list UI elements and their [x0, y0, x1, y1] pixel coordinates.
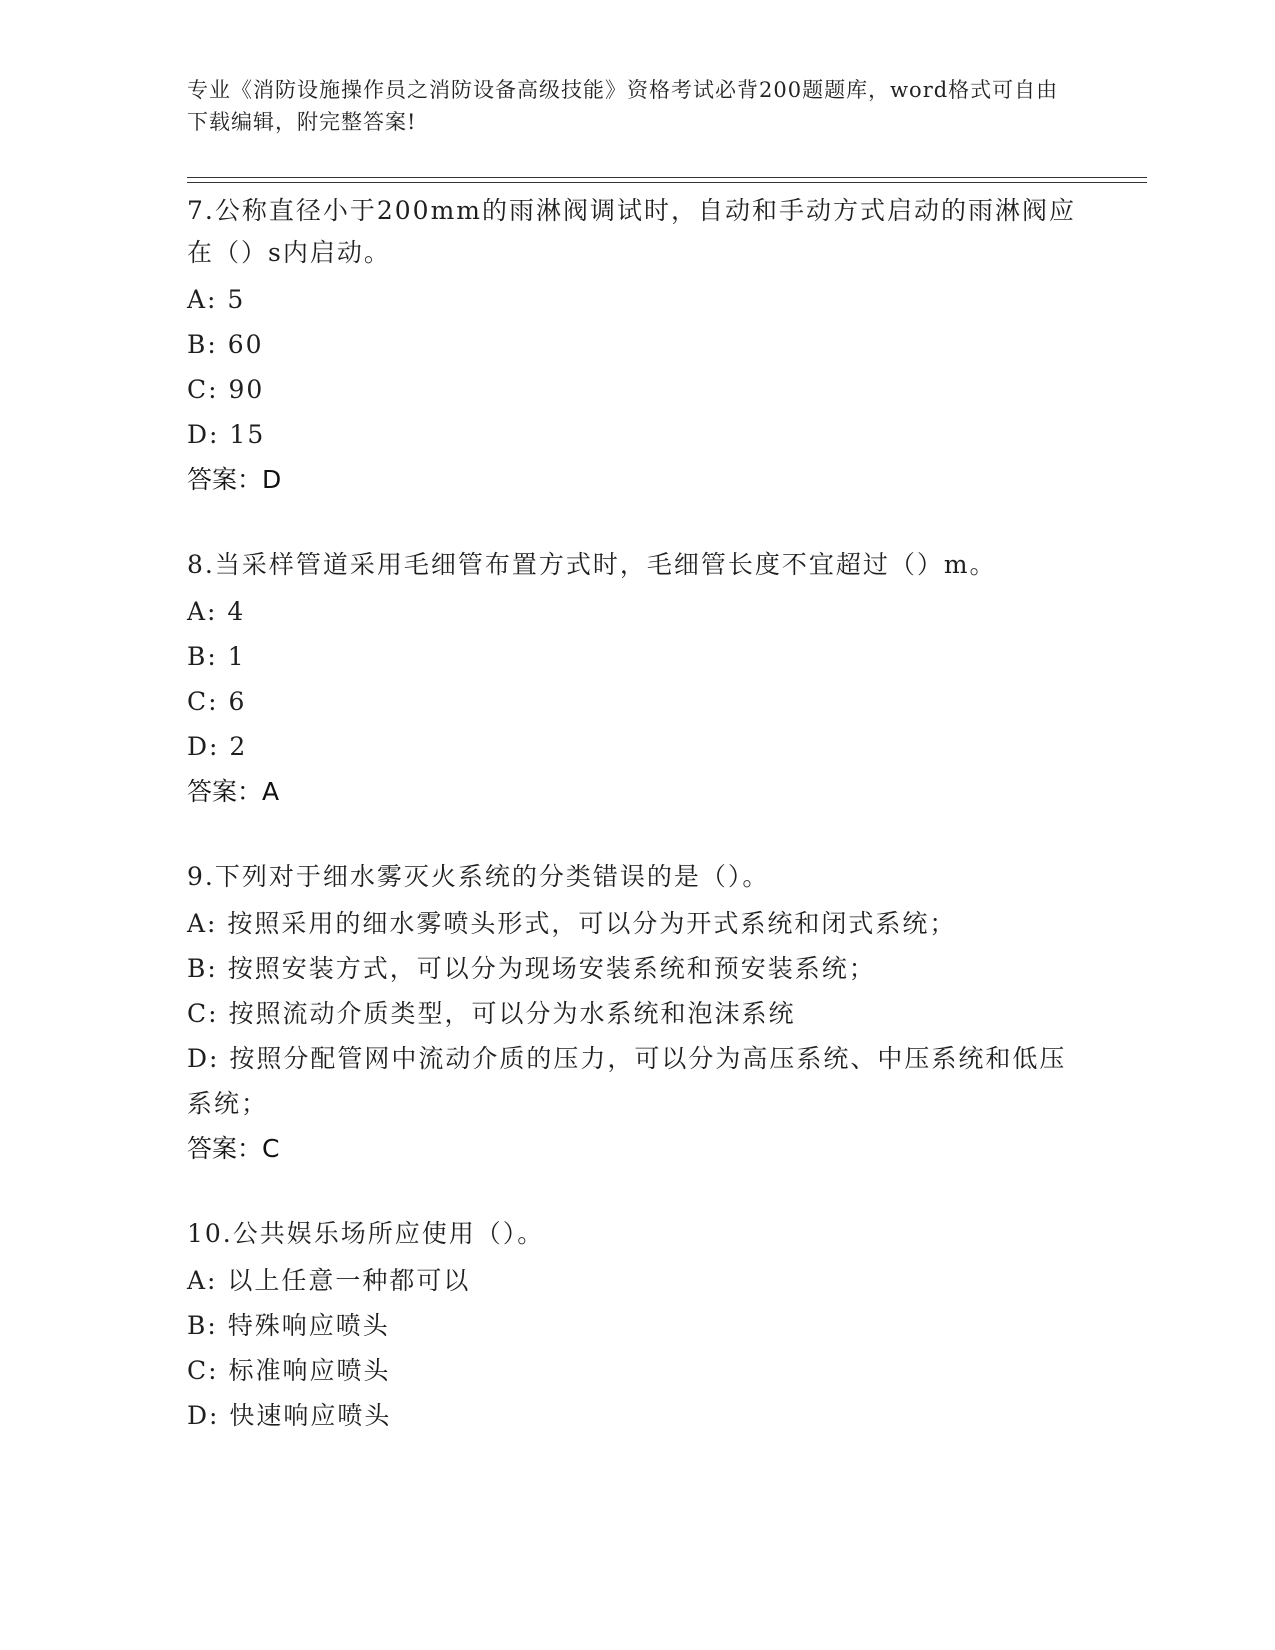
- option-d: D: 2: [187, 732, 248, 761]
- question-stem: 8.当采样管道采用毛细管布置方式时，毛细管长度不宜超过（）m。: [187, 550, 997, 579]
- question-8: [187, 544, 1087, 814]
- question-10: [187, 1213, 1087, 1438]
- header-divider-bottom: [187, 182, 1147, 183]
- option-d: D: 按照分配管网中流动介质的压力，可以分为高压系统、中压系统和低压系统；: [187, 1044, 1067, 1118]
- answer-line: 答案：D: [187, 465, 282, 494]
- option-c: C: 90: [187, 375, 265, 404]
- question-stem: 7.公称直径小于200mm的雨淋阀调试时，自动和手动方式启动的雨淋阀应在（）s内启动。: [187, 196, 1076, 267]
- option-b: B: 60: [187, 330, 264, 359]
- answer-line: 答案：C: [187, 1134, 280, 1163]
- question-stem: 10.公共娱乐场所应使用（）。: [187, 1219, 545, 1248]
- option-a: A: 以上任意一种都可以: [187, 1266, 471, 1295]
- document-header: 专业《消防设施操作员之消防设备高级技能》资格考试必背200题题库，word格式可自由下载编辑，附完整答案!: [187, 78, 1059, 134]
- answer-line: 答案：A: [187, 777, 280, 806]
- option-b: B: 按照安装方式，可以分为现场安装系统和预安装系统；: [187, 954, 876, 983]
- option-a: A: 5: [187, 285, 246, 314]
- option-a: A: 按照采用的细水雾喷头形式，可以分为开式系统和闭式系统；: [187, 909, 957, 938]
- option-d: D: 快速响应喷头: [187, 1401, 392, 1430]
- option-c: C: 标准响应喷头: [187, 1356, 391, 1385]
- option-a: A: 4: [187, 597, 246, 626]
- option-b: B: 特殊响应喷头: [187, 1311, 390, 1340]
- option-c: C: 按照流动介质类型，可以分为水系统和泡沫系统: [187, 999, 796, 1028]
- question-9: [187, 856, 1087, 1171]
- question-list: [187, 190, 1087, 1465]
- option-c: C: 6: [187, 687, 247, 716]
- option-b: B: 1: [187, 642, 246, 671]
- option-d: D: 15: [187, 420, 266, 449]
- question-7: [187, 190, 1087, 502]
- question-stem: 9.下列对于细水雾灭火系统的分类错误的是（）。: [187, 862, 770, 891]
- header-divider-top: [187, 177, 1147, 178]
